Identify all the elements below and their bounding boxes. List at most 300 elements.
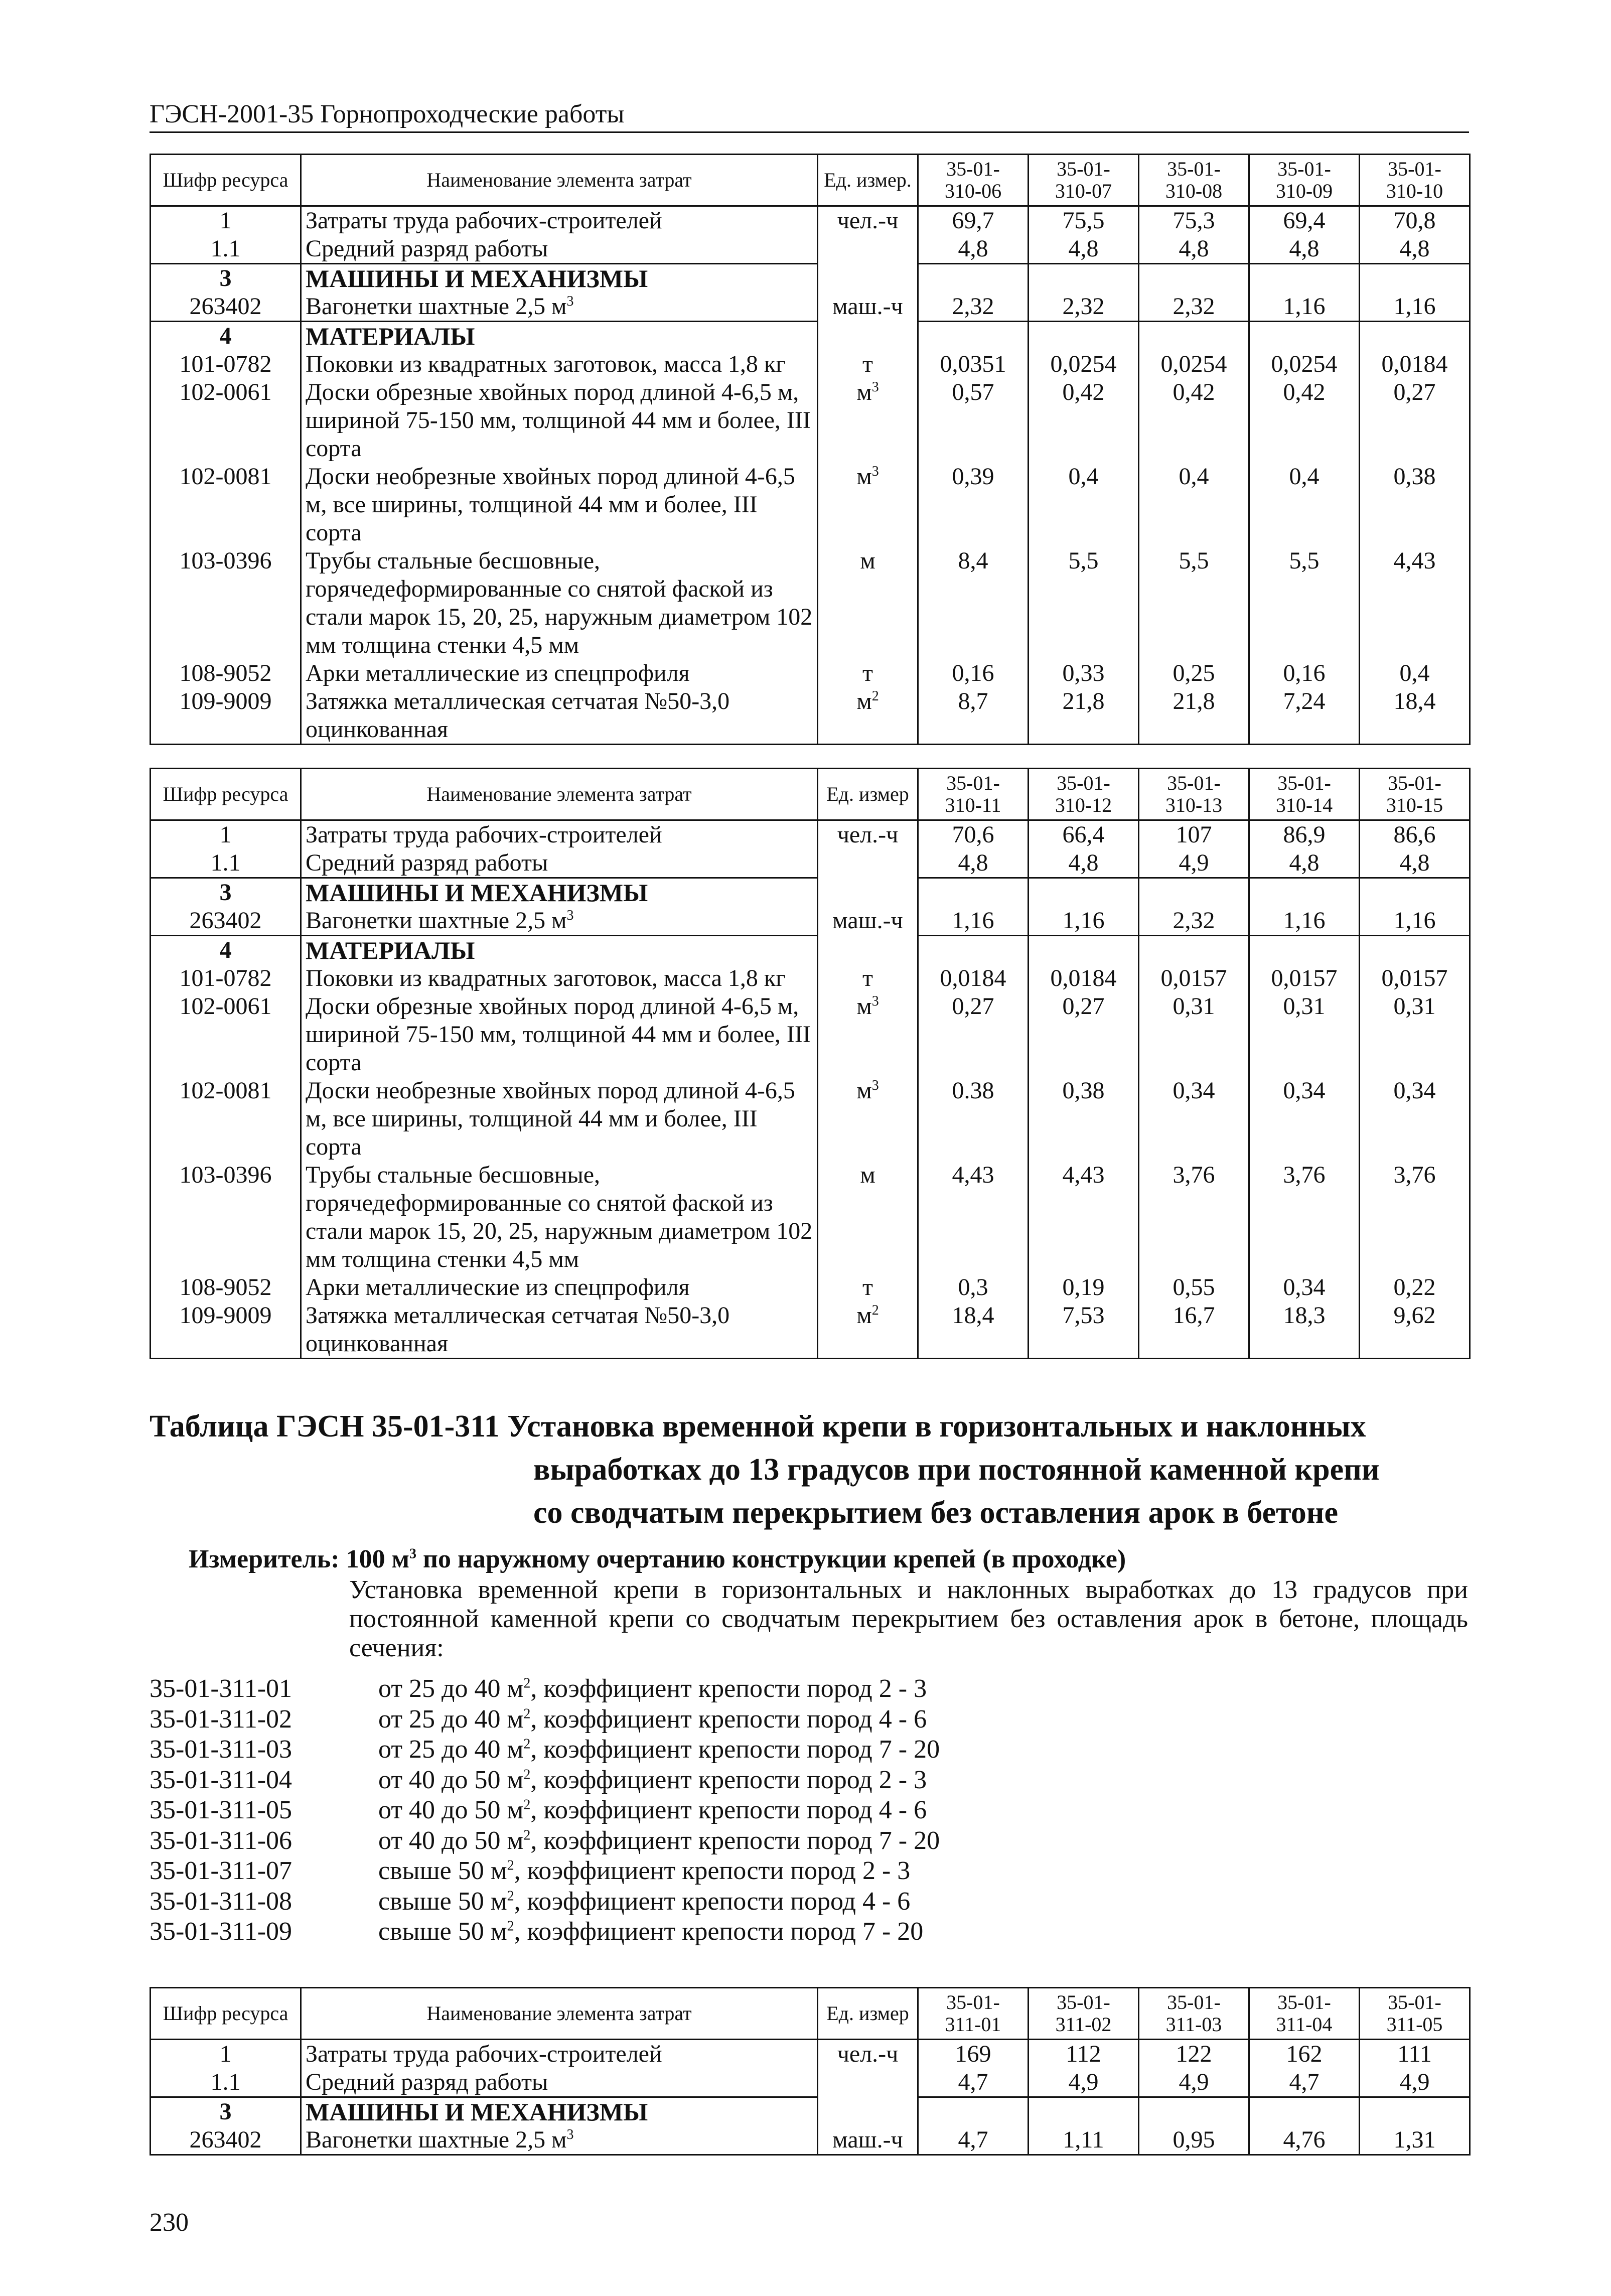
value-cell: 4,7 <box>918 2068 1029 2097</box>
value-cell: 75,5 <box>1029 206 1139 235</box>
value-cell: 0,0254 <box>1139 350 1249 378</box>
code-list-code: 35-01-311-09 <box>150 1917 292 1946</box>
value-cell <box>1139 936 1249 965</box>
value-cell: 4,43 <box>1360 547 1470 659</box>
value-cell <box>1360 878 1470 907</box>
table-row <box>151 206 1470 235</box>
value-cell: 0,3 <box>918 1273 1029 1302</box>
value-cell: 112 <box>1029 2040 1139 2069</box>
value-cell: 0,16 <box>1249 659 1360 687</box>
value-cell: 5,5 <box>1029 547 1139 659</box>
resource-code: 102-0081 <box>151 463 301 547</box>
resource-name: Трубы стальные бесшовные, горячедеформированные со снятой фаской из стали марок 15, 20, 25, наружным диаметром 102 мм толщина стенки 4,5 мм <box>301 1161 818 1273</box>
header-row <box>151 155 1470 206</box>
value-cell: 7,24 <box>1249 687 1360 745</box>
unit-cell: $м^3$ <box>818 378 918 463</box>
resource-name: Вагонетки шахтные 2,5 $м^3$ <box>301 907 818 936</box>
value-cell: 4,8 <box>1029 235 1139 264</box>
value-cell: 0,34 <box>1249 1077 1360 1161</box>
resource-name: Затраты труда рабочих-строителей <box>301 820 818 849</box>
description: Установка временной крепи в горизонтальных и наклонных выработках до 13 градусов при постоянной каменной крепи со сводчатым перекрытием без оставления арок в бетоне, площадь сечения: <box>349 1575 1468 1662</box>
value-cell: 4,7 <box>918 2126 1029 2155</box>
value-cell <box>1360 264 1470 293</box>
resource-code: 109-9009 <box>151 1302 301 1359</box>
value-cell <box>1360 936 1470 965</box>
value-cell: 69,4 <box>1249 206 1360 235</box>
unit-cell: $м^2$ <box>818 1302 918 1359</box>
header-row <box>151 1988 1470 2040</box>
code-list-code: 35-01-311-08 <box>150 1887 292 1916</box>
value-cell: 0,38 <box>1029 1077 1139 1161</box>
table-row <box>151 907 1470 936</box>
measure-line <box>189 1544 1126 1574</box>
value-cell: 0,31 <box>1360 992 1470 1077</box>
code-list-code: 35-01-311-04 <box>150 1765 292 1794</box>
code-list-code: 35-01-311-01 <box>150 1674 292 1703</box>
unit-cell <box>818 2097 918 2126</box>
running-header: ГЭСН-2001-35 Горнопроходческие работы <box>150 100 625 128</box>
value-cell: 3,76 <box>1249 1161 1360 1273</box>
measure-text: 100 $м^3$ по наружному очертанию конструкции крепей (в проходке) <box>346 1545 1126 1573</box>
value-cell: 0,27 <box>918 992 1029 1077</box>
value-cell: 86,9 <box>1249 820 1360 849</box>
value-cell: 0,57 <box>918 378 1029 463</box>
column-code-header: 35-01- 310-06 <box>918 155 1029 206</box>
table-title-line-2: выработках до 13 градусов при постоянной каменной крепи <box>533 1453 1380 1487</box>
value-cell: 0,0254 <box>1029 350 1139 378</box>
value-cell: 0,25 <box>1139 659 1249 687</box>
unit-cell <box>818 849 918 878</box>
value-cell: 0,16 <box>918 659 1029 687</box>
value-cell: 0,0184 <box>1360 350 1470 378</box>
resource-name: Трубы стальные бесшовные, горячедеформированные со снятой фаской из стали марок 15, 20, 25, наружным диаметром 102 мм толщина стенки 4,5 мм <box>301 547 818 659</box>
code-list-item <box>150 1856 940 1887</box>
value-cell: 1,16 <box>1360 907 1470 936</box>
unit-cell: т <box>818 350 918 378</box>
value-cell: 4,8 <box>918 235 1029 264</box>
value-cell: 2,32 <box>1139 907 1249 936</box>
value-cell: 0,33 <box>1029 659 1139 687</box>
value-cell: 21,8 <box>1139 687 1249 745</box>
section-row <box>151 322 1470 351</box>
unit-header: Ед. измер. <box>818 155 918 206</box>
code-list-text: свыше 50 $м^2$, коэффициент крепости пород 4 - 6 <box>378 1887 911 1916</box>
value-cell <box>1029 264 1139 293</box>
name-header: Наименование элемента затрат <box>301 769 818 820</box>
value-cell: 8,7 <box>918 687 1029 745</box>
value-cell: 1,31 <box>1360 2126 1470 2155</box>
table-row <box>151 849 1470 878</box>
unit-cell: т <box>818 964 918 992</box>
resource-name: МАТЕРИАЛЫ <box>301 936 818 965</box>
resource-name: Поковки из квадратных заготовок, масса 1,8 кг <box>301 964 818 992</box>
column-code-header: 35-01- 311-05 <box>1360 1988 1470 2040</box>
value-cell: 0,0351 <box>918 350 1029 378</box>
header-rule <box>150 131 1469 133</box>
value-cell: 18,3 <box>1249 1302 1360 1359</box>
value-cell <box>1249 878 1360 907</box>
value-cell: 66,4 <box>1029 820 1139 849</box>
table-row <box>151 350 1470 378</box>
value-cell <box>1139 322 1249 351</box>
resource-code: 3 <box>151 264 301 293</box>
name-header: Наименование элемента затрат <box>301 155 818 206</box>
value-cell: 169 <box>918 2040 1029 2069</box>
code-list-text: от 25 до 40 $м^2$, коэффициент крепости пород 2 - 3 <box>378 1674 927 1703</box>
value-cell: 0,4 <box>1139 463 1249 547</box>
value-cell: 18,4 <box>918 1302 1029 1359</box>
value-cell: 107 <box>1139 820 1249 849</box>
value-cell: 162 <box>1249 2040 1360 2069</box>
unit-header: Ед. измер <box>818 769 918 820</box>
code-list-code: 35-01-311-02 <box>150 1704 292 1734</box>
page-number: 230 <box>150 2208 189 2237</box>
resource-code: 3 <box>151 2097 301 2126</box>
code-list-text: от 40 до 50 $м^2$, коэффициент крепости пород 4 - 6 <box>378 1796 927 1824</box>
code-list-text: свыше 50 $м^2$, коэффициент крепости пород 2 - 3 <box>378 1856 911 1885</box>
resource-name: Арки металлические из спецпрофиля <box>301 659 818 687</box>
resource-code: 4 <box>151 936 301 965</box>
value-cell <box>1360 2097 1470 2126</box>
code-list-code: 35-01-311-06 <box>150 1826 292 1855</box>
table-row <box>151 687 1470 745</box>
unit-cell: $м^3$ <box>818 992 918 1077</box>
resource-name: Доски обрезные хвойных пород длиной 4-6,5 м, шириной 75-150 мм, толщиной 44 мм и более, III сорта <box>301 992 818 1077</box>
value-cell: 111 <box>1360 2040 1470 2069</box>
value-cell: 1,16 <box>1029 907 1139 936</box>
value-cell: 0,0184 <box>918 964 1029 992</box>
resource-code: 103-0396 <box>151 547 301 659</box>
code-list-item <box>150 1735 940 1765</box>
resource-code: 1 <box>151 820 301 849</box>
value-cell: 86,6 <box>1360 820 1470 849</box>
code-list-item <box>150 1887 940 1917</box>
unit-cell: т <box>818 1273 918 1302</box>
value-cell: 0,55 <box>1139 1273 1249 1302</box>
unit-cell: чел.-ч <box>818 206 918 235</box>
value-cell: 3,76 <box>1139 1161 1249 1273</box>
resource-name: Вагонетки шахтные 2,5 $м^3$ <box>301 293 818 322</box>
resource-code: 108-9052 <box>151 1273 301 1302</box>
resource-code: 1.1 <box>151 235 301 264</box>
value-cell: 1,16 <box>1249 293 1360 322</box>
value-cell: 4,8 <box>1249 849 1360 878</box>
value-cell: 4,8 <box>1139 235 1249 264</box>
code-list-code: 35-01-311-03 <box>150 1735 292 1764</box>
code-header: Шифр ресурса <box>151 155 301 206</box>
value-cell <box>1029 322 1139 351</box>
name-header: Наименование элемента затрат <box>301 1988 818 2040</box>
value-cell: 1,16 <box>1249 907 1360 936</box>
value-cell: 4,8 <box>918 849 1029 878</box>
value-cell <box>1249 936 1360 965</box>
value-cell: 0,42 <box>1139 378 1249 463</box>
resource-code: 102-0081 <box>151 1077 301 1161</box>
value-cell: 4,76 <box>1249 2126 1360 2155</box>
value-cell: 2,32 <box>1029 293 1139 322</box>
value-cell: 4,9 <box>1139 2068 1249 2097</box>
resource-name: Средний разряд работы <box>301 2068 818 2097</box>
code-list-text: от 40 до 50 $м^2$, коэффициент крепости пород 2 - 3 <box>378 1765 927 1794</box>
unit-cell: маш.-ч <box>818 907 918 936</box>
resource-code: 263402 <box>151 293 301 322</box>
unit-cell <box>818 264 918 293</box>
unit-cell: чел.-ч <box>818 820 918 849</box>
resource-code: 101-0782 <box>151 350 301 378</box>
code-header: Шифр ресурса <box>151 769 301 820</box>
table-row <box>151 2068 1470 2097</box>
unit-header: Ед. измер <box>818 1988 918 2040</box>
code-list-text: свыше 50 $м^2$, коэффициент крепости пород 7 - 20 <box>378 1917 924 1946</box>
table-row <box>151 964 1470 992</box>
code-list-item <box>150 1826 940 1856</box>
resource-code: 263402 <box>151 907 301 936</box>
value-cell: 4,9 <box>1029 2068 1139 2097</box>
table-row <box>151 2126 1470 2155</box>
code-list-item <box>150 1795 940 1826</box>
value-cell: 0,38 <box>1360 463 1470 547</box>
value-cell: 16,7 <box>1139 1302 1249 1359</box>
value-cell <box>1139 878 1249 907</box>
table-row <box>151 547 1470 659</box>
value-cell: 122 <box>1139 2040 1249 2069</box>
column-code-header: 35-01- 310-11 <box>918 769 1029 820</box>
value-cell: 0,31 <box>1139 992 1249 1077</box>
table-row <box>151 1077 1470 1161</box>
table-row <box>151 1302 1470 1359</box>
value-cell: 2,32 <box>918 293 1029 322</box>
resource-name: Средний разряд работы <box>301 849 818 878</box>
unit-cell: $м^3$ <box>818 463 918 547</box>
unit-cell <box>818 2068 918 2097</box>
value-cell <box>1029 2097 1139 2126</box>
value-cell <box>918 878 1029 907</box>
resource-code: 102-0061 <box>151 378 301 463</box>
unit-cell: т <box>818 659 918 687</box>
value-cell: 4,7 <box>1249 2068 1360 2097</box>
resource-code: 108-9052 <box>151 659 301 687</box>
measure-label: Измеритель: <box>189 1545 340 1573</box>
value-cell: 0,0157 <box>1360 964 1470 992</box>
value-cell <box>918 264 1029 293</box>
value-cell <box>918 322 1029 351</box>
value-cell: 4,8 <box>1360 849 1470 878</box>
value-cell: 0.38 <box>918 1077 1029 1161</box>
section-row <box>151 878 1470 907</box>
table-row <box>151 378 1470 463</box>
table-row <box>151 235 1470 264</box>
value-cell: 7,53 <box>1029 1302 1139 1359</box>
value-cell: 5,5 <box>1139 547 1249 659</box>
value-cell: 0,4 <box>1029 463 1139 547</box>
resource-code: 3 <box>151 878 301 907</box>
resource-name: Доски необрезные хвойных пород длиной 4-6,5 м, все ширины, толщиной 44 мм и более, III сорта <box>301 1077 818 1161</box>
code-list-item <box>150 1704 940 1735</box>
unit-cell: маш.-ч <box>818 293 918 322</box>
resource-code: 1 <box>151 206 301 235</box>
resource-name: Затраты труда рабочих-строителей <box>301 206 818 235</box>
value-cell: 0,22 <box>1360 1273 1470 1302</box>
value-cell: 4,43 <box>918 1161 1029 1273</box>
table-row <box>151 463 1470 547</box>
value-cell: 0,34 <box>1360 1077 1470 1161</box>
value-cell: 21,8 <box>1029 687 1139 745</box>
column-code-header: 35-01- 310-12 <box>1029 769 1139 820</box>
resource-name: Затраты труда рабочих-строителей <box>301 2040 818 2069</box>
value-cell: 0,42 <box>1249 378 1360 463</box>
column-code-header: 35-01- 311-01 <box>918 1988 1029 2040</box>
value-cell: 0,0157 <box>1139 964 1249 992</box>
resource-name: Поковки из квадратных заготовок, масса 1,8 кг <box>301 350 818 378</box>
resource-code: 1.1 <box>151 2068 301 2097</box>
resource-name: Арки металлические из спецпрофиля <box>301 1273 818 1302</box>
table-title-line-1: Таблица ГЭСН 35-01-311 Установка временной крепи в горизонтальных и наклонных <box>150 1409 1366 1444</box>
value-cell: 4,8 <box>1360 235 1470 264</box>
table-title <box>150 1405 1469 1534</box>
value-cell: 3,76 <box>1360 1161 1470 1273</box>
resource-name: Доски необрезные хвойных пород длиной 4-6,5 м, все ширины, толщиной 44 мм и более, III сорта <box>301 463 818 547</box>
code-list-code: 35-01-311-07 <box>150 1856 292 1885</box>
resource-table-3 <box>150 1987 1471 2156</box>
code-list-item <box>150 1765 940 1796</box>
value-cell: 0,95 <box>1139 2126 1249 2155</box>
resource-code: 109-9009 <box>151 687 301 745</box>
code-list-text: от 40 до 50 $м^2$, коэффициент крепости пород 7 - 20 <box>378 1826 940 1855</box>
table-row <box>151 659 1470 687</box>
unit-cell: чел.-ч <box>818 2040 918 2069</box>
value-cell <box>1139 264 1249 293</box>
value-cell <box>1249 264 1360 293</box>
resource-name: МАШИНЫ И МЕХАНИЗМЫ <box>301 264 818 293</box>
unit-cell <box>818 322 918 351</box>
resource-name: МАШИНЫ И МЕХАНИЗМЫ <box>301 878 818 907</box>
section-row <box>151 264 1470 293</box>
resource-name: Вагонетки шахтные 2,5 $м^3$ <box>301 2126 818 2155</box>
value-cell: 0,42 <box>1029 378 1139 463</box>
code-list-item <box>150 1917 940 1947</box>
resource-name: Затяжка металлическая сетчатая №50-3,0 оцинкованная <box>301 1302 818 1359</box>
code-list <box>150 1674 940 1947</box>
resource-code: 4 <box>151 322 301 351</box>
value-cell: 0,0254 <box>1249 350 1360 378</box>
section-row <box>151 2097 1470 2126</box>
unit-cell: м <box>818 547 918 659</box>
value-cell: 75,3 <box>1139 206 1249 235</box>
value-cell: 0,34 <box>1249 1273 1360 1302</box>
resource-code: 1.1 <box>151 849 301 878</box>
table-row <box>151 293 1470 322</box>
unit-cell: маш.-ч <box>818 2126 918 2155</box>
table-row <box>151 1273 1470 1302</box>
table-title-line-3: со сводчатым перекрытием без оставления арок в бетоне <box>533 1496 1338 1530</box>
value-cell: 4,43 <box>1029 1161 1139 1273</box>
table-row <box>151 820 1470 849</box>
value-cell: 4,8 <box>1249 235 1360 264</box>
resource-name: Средний разряд работы <box>301 235 818 264</box>
unit-cell <box>818 235 918 264</box>
value-cell <box>1249 2097 1360 2126</box>
value-cell <box>1360 322 1470 351</box>
value-cell: 0,27 <box>1360 378 1470 463</box>
resource-name: МАШИНЫ И МЕХАНИЗМЫ <box>301 2097 818 2126</box>
section-row <box>151 936 1470 965</box>
code-header: Шифр ресурса <box>151 1988 301 2040</box>
table-row <box>151 2040 1470 2069</box>
value-cell <box>1029 878 1139 907</box>
code-list-text: от 25 до 40 $м^2$, коэффициент крепости пород 4 - 6 <box>378 1704 927 1734</box>
value-cell: 0,39 <box>918 463 1029 547</box>
column-code-header: 35-01- 310-13 <box>1139 769 1249 820</box>
value-cell: 4,8 <box>1029 849 1139 878</box>
value-cell: 0,19 <box>1029 1273 1139 1302</box>
resource-code: 263402 <box>151 2126 301 2155</box>
value-cell: 1,16 <box>1360 293 1470 322</box>
resource-code: 101-0782 <box>151 964 301 992</box>
value-cell: 1,11 <box>1029 2126 1139 2155</box>
value-cell <box>918 2097 1029 2126</box>
value-cell: 5,5 <box>1249 547 1360 659</box>
column-code-header: 35-01- 311-02 <box>1029 1988 1139 2040</box>
value-cell: 0,4 <box>1249 463 1360 547</box>
column-code-header: 35-01- 311-03 <box>1139 1988 1249 2040</box>
table-row <box>151 992 1470 1077</box>
value-cell: 70,8 <box>1360 206 1470 235</box>
unit-cell: $м^3$ <box>818 1077 918 1161</box>
value-cell: 0,34 <box>1139 1077 1249 1161</box>
value-cell <box>1249 322 1360 351</box>
value-cell <box>1029 936 1139 965</box>
column-code-header: 35-01- 310-08 <box>1139 155 1249 206</box>
column-code-header: 35-01- 310-10 <box>1360 155 1470 206</box>
unit-cell: м <box>818 1161 918 1273</box>
resource-name: Затяжка металлическая сетчатая №50-3,0 оцинкованная <box>301 687 818 745</box>
column-code-header: 35-01- 310-14 <box>1249 769 1360 820</box>
value-cell <box>1139 2097 1249 2126</box>
value-cell: 0,4 <box>1360 659 1470 687</box>
column-code-header: 35-01- 310-15 <box>1360 769 1470 820</box>
unit-cell <box>818 878 918 907</box>
header-row <box>151 769 1470 820</box>
value-cell: 70,6 <box>918 820 1029 849</box>
code-list-code: 35-01-311-05 <box>150 1796 292 1824</box>
column-code-header: 35-01- 311-04 <box>1249 1988 1360 2040</box>
column-code-header: 35-01- 310-07 <box>1029 155 1139 206</box>
value-cell: 8,4 <box>918 547 1029 659</box>
value-cell: 9,62 <box>1360 1302 1470 1359</box>
column-code-header: 35-01- 310-09 <box>1249 155 1360 206</box>
resource-table-2 <box>150 768 1471 1359</box>
resource-code: 103-0396 <box>151 1161 301 1273</box>
value-cell: 4,9 <box>1360 2068 1470 2097</box>
code-list-text: от 25 до 40 $м^2$, коэффициент крепости пород 7 - 20 <box>378 1735 940 1764</box>
value-cell: 4,9 <box>1139 849 1249 878</box>
value-cell <box>918 936 1029 965</box>
value-cell: 2,32 <box>1139 293 1249 322</box>
value-cell: 69,7 <box>918 206 1029 235</box>
value-cell: 0,0157 <box>1249 964 1360 992</box>
resource-code: 1 <box>151 2040 301 2069</box>
value-cell: 0,31 <box>1249 992 1360 1077</box>
resource-name: МАТЕРИАЛЫ <box>301 322 818 351</box>
resource-code: 102-0061 <box>151 992 301 1077</box>
value-cell: 18,4 <box>1360 687 1470 745</box>
resource-table-1 <box>150 154 1471 745</box>
resource-name: Доски обрезные хвойных пород длиной 4-6,5 м, шириной 75-150 мм, толщиной 44 мм и более, III сорта <box>301 378 818 463</box>
code-list-item <box>150 1674 940 1704</box>
unit-cell: $м^2$ <box>818 687 918 745</box>
value-cell: 0,27 <box>1029 992 1139 1077</box>
value-cell: 1,16 <box>918 907 1029 936</box>
